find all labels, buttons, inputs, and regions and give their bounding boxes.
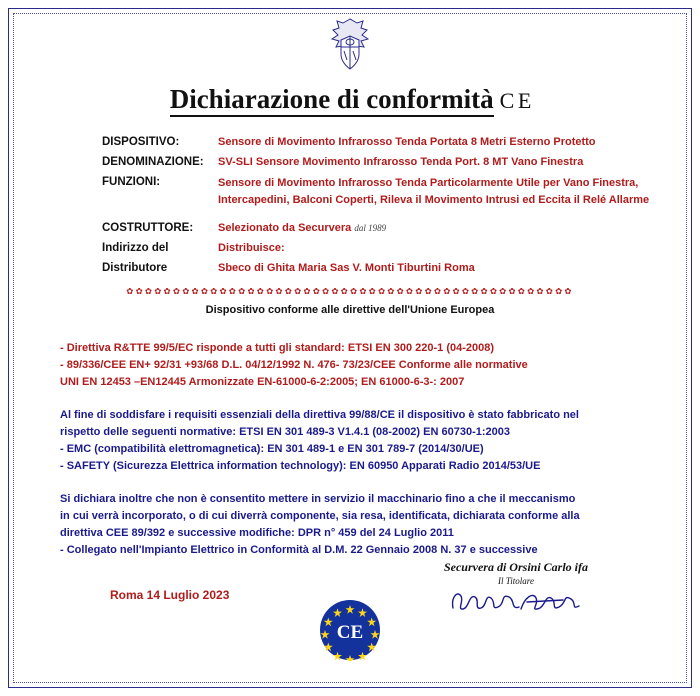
directive-line: UNI EN 12453 –EN12445 Armonizzate EN-61000-6-2:2005; EN 61000-6-3-: 2007: [60, 376, 465, 388]
constructor-since: dal 1989: [354, 223, 387, 233]
title-text: Dichiarazione di conformità: [170, 84, 494, 117]
field-value: SV-SLI Sensore Movimento Infrarosso Tenda Port. 8 MT Vano Finestra: [218, 156, 584, 168]
constructor-value: Selezionato da Securvera: [218, 222, 352, 234]
directive-line: - 89/336/CEE EN+ 92/31 +93/68 D.L. 04/12/1992 N. 476- 73/23/CEE Conforme alle normative: [60, 359, 528, 371]
declaration-line: direttiva CEE 89/392 e successive modifiche: DPR n° 459 del 24 Luglio 2011: [60, 527, 454, 539]
declaration-line: Si dichiara inoltre che non è consentito mettere in servizio il macchinario fino a che il meccanismo: [60, 493, 576, 505]
normatives-block: [22, 329, 678, 559]
field-value: Sbeco di Ghita Maria Sas V. Monti Tiburtini Roma: [218, 262, 475, 274]
heraldic-crest-icon: [323, 16, 377, 76]
signature-role: Il Titolare: [498, 576, 534, 586]
field-label: Distributore: [102, 262, 168, 274]
eu-conformity-line: Dispositivo conforme alle direttive dell'Unione Europea: [205, 304, 495, 316]
declaration-line: - Collegato nell'Impianto Elettrico in Conformità al D.M. 22 Gennaio 2008 N. 37 e successive: [60, 544, 538, 556]
field-value: [218, 221, 668, 236]
field-label: FUNZIONI:: [102, 176, 161, 188]
field-value: Sensore di Movimento Infrarosso Tenda Portata 8 Metri Esterno Protetto: [218, 136, 596, 148]
ce-mark-footer: [22, 599, 678, 666]
fields-block: [22, 135, 678, 276]
field-value: Sensore di Movimento Infrarosso Tenda Particolarmente Utile per Vano Finestra, Intercapedini, Balconi Coperti, Rileva il Movimento Intrusi ed Eccita il Relé Allarme: [218, 177, 650, 206]
ce-text: CE: [336, 622, 364, 643]
field-label: DENOMINAZIONE:: [102, 156, 204, 168]
requirement-safety: - SAFETY (Sicurezza Elettrica information technology): EN 60950 Apparati Radio 2014/53/UE: [60, 460, 541, 472]
field-row-funzioni: [102, 175, 668, 209]
stars-divider: ✿✿✿✿✿✿✿✿✿✿✿✿✿✿✿✿✿✿✿✿✿✿✿✿✿✿✿✿✿✿✿✿✿✿✿✿✿✿✿✿✿✿✿✿✿✿✿✿: [126, 286, 574, 296]
requirements-intro-line-2: rispetto delle seguenti normative: ETSI EN 301 489-3 V1.4.1 (08-2002) EN 60730-1:2003: [60, 426, 510, 438]
field-label: Indirizzo del: [102, 242, 169, 254]
directive-line: - Direttiva R&TTE 99/5/EC risponde a tutti gli standard: ETSI EN 300 220-1 (04-2008): [60, 342, 495, 354]
ce-mark-eu-stars-icon: [319, 599, 381, 661]
field-row-dispositivo: [102, 135, 668, 150]
field-row-denominazione: [102, 155, 668, 170]
signature-company: Securvera di Orsini Carlo ifa: [443, 560, 588, 574]
field-row-costruttore: [102, 221, 668, 236]
field-value: Distribuisce:: [218, 242, 285, 254]
crest-container: [22, 16, 678, 78]
page-title: [22, 84, 678, 115]
certificate-content: [22, 16, 678, 680]
field-row-indirizzo: [102, 241, 668, 256]
signature-date: Roma 14 Luglio 2023: [110, 588, 230, 602]
declaration-line: in cui verrà incorporato, o di cui diverrà componente, sia resa, identificata, dichiarata conforme alla: [60, 510, 580, 522]
field-row-distributore: [102, 261, 668, 276]
field-label: COSTRUTTORE:: [102, 222, 194, 234]
requirements-intro-line-1: Al fine di soddisfare i requisiti essenziali della direttiva 99/88/CE il dispositivo è stato fabbricato nel: [60, 409, 579, 421]
field-label: DISPOSITIVO:: [102, 136, 180, 148]
title-ce-mark: C E: [499, 88, 531, 113]
requirement-emc: - EMC (compatibilità elettromagnetica): EN 301 489-1 e EN 301 789-7 (2014/30/UE): [60, 443, 484, 455]
